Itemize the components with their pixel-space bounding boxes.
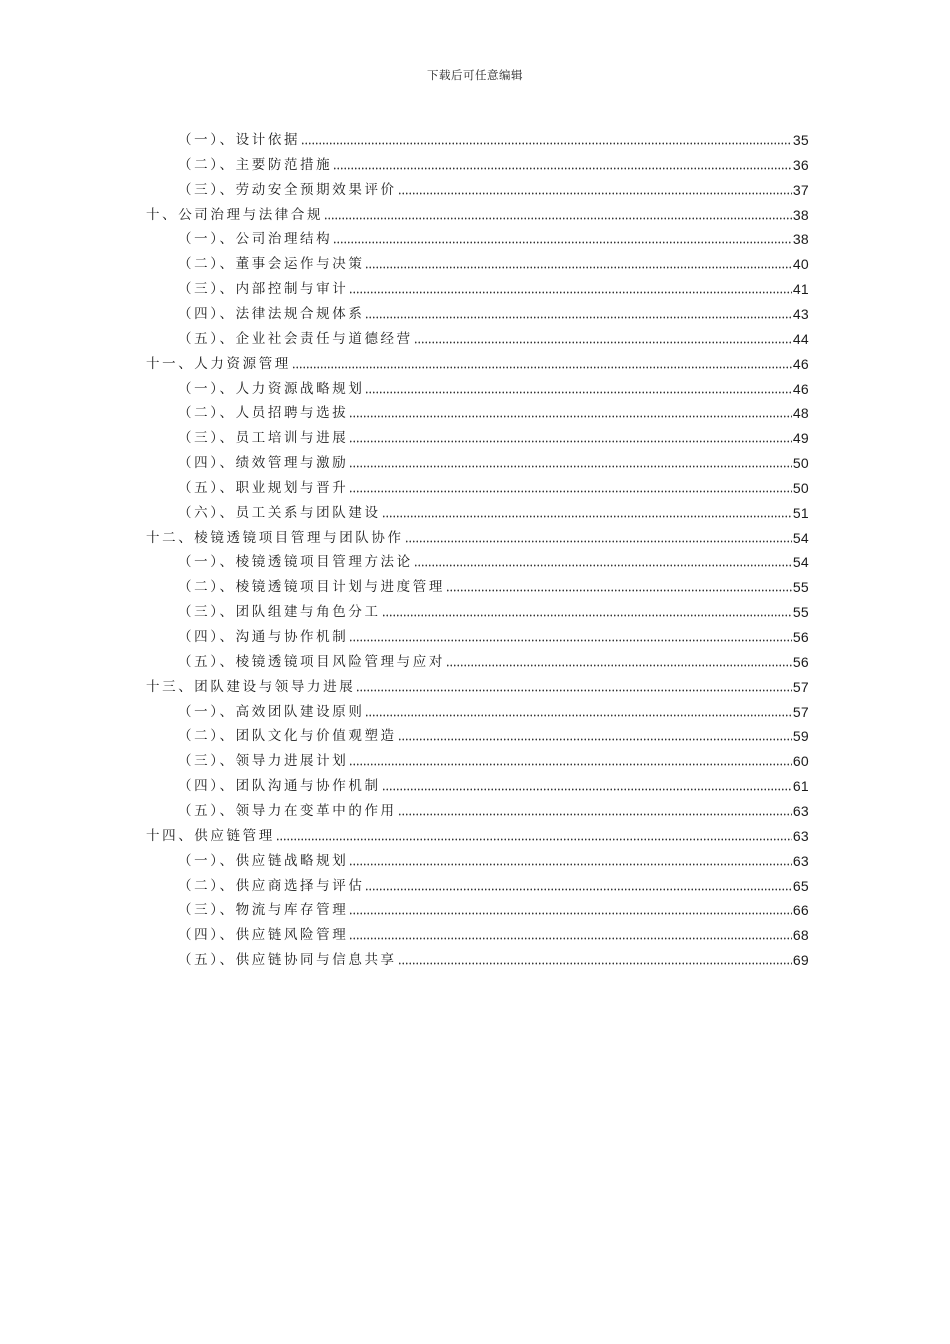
toc-entry-title: 十二、棱镜透镜项目管理与团队协作 xyxy=(146,529,404,546)
toc-entry-title: （五）、领导力在变革中的作用 xyxy=(178,802,397,819)
toc-chapter-entry[interactable] xyxy=(146,200,809,224)
toc-entry-title: （五）、企业社会责任与道德经营 xyxy=(178,330,413,347)
toc-dot-leader xyxy=(398,192,792,195)
toc-dot-leader xyxy=(365,316,791,319)
toc-page-number: 46 xyxy=(792,380,809,397)
toc-page-number: 60 xyxy=(792,753,809,770)
toc-dot-leader xyxy=(382,614,792,617)
toc-section-entry[interactable] xyxy=(178,224,809,248)
toc-dot-leader xyxy=(414,564,792,567)
toc-section-entry[interactable] xyxy=(178,498,809,522)
toc-entry-title: （一）、棱镜透镜项目管理方法论 xyxy=(178,554,413,571)
toc-dot-leader xyxy=(365,391,791,394)
toc-entry-title: （五）、棱镜透镜项目风险管理与应对 xyxy=(178,653,445,670)
toc-dot-leader xyxy=(382,788,792,791)
toc-page-number: 51 xyxy=(792,504,809,521)
toc-page-number: 36 xyxy=(792,156,809,173)
toc-entry-title: （四）、沟通与协作机制 xyxy=(178,629,349,645)
toc-page-number: 69 xyxy=(792,952,809,969)
toc-page-number: 56 xyxy=(792,653,809,670)
toc-dot-leader xyxy=(382,515,792,518)
toc-section-entry[interactable] xyxy=(178,597,809,621)
toc-section-entry[interactable] xyxy=(178,697,809,721)
toc-section-entry[interactable] xyxy=(178,249,809,273)
toc-dot-leader xyxy=(356,689,792,692)
toc-page-number: 57 xyxy=(792,678,809,695)
toc-entry-title: （二）、人员招聘与选拔 xyxy=(178,405,349,422)
toc-entry-title: （二）、棱镜透镜项目计划与进度管理 xyxy=(178,579,445,596)
toc-section-entry[interactable] xyxy=(178,374,809,398)
toc-page-number: 63 xyxy=(792,802,809,819)
toc-dot-leader xyxy=(333,167,792,170)
toc-section-entry[interactable] xyxy=(178,895,809,919)
toc-section-entry[interactable] xyxy=(178,647,809,671)
toc-page-number: 48 xyxy=(792,405,809,422)
toc-page-number: 63 xyxy=(792,852,809,869)
toc-page-number: 43 xyxy=(792,305,809,322)
toc-entry-title: （四）、绩效管理与激励 xyxy=(178,455,349,472)
toc-entry-title: （五）、供应链协同与信息共享 xyxy=(178,952,397,969)
toc-dot-leader xyxy=(301,142,792,145)
toc-page-number: 57 xyxy=(792,703,809,720)
toc-entry-title: （三）、劳动安全预期效果评价 xyxy=(178,181,397,198)
toc-section-entry[interactable] xyxy=(178,721,809,745)
toc-page-number: 41 xyxy=(792,281,809,298)
toc-section-entry[interactable] xyxy=(178,125,809,149)
toc-chapter-entry[interactable] xyxy=(146,672,809,696)
toc-section-entry[interactable] xyxy=(178,945,809,969)
toc-dot-leader xyxy=(349,490,791,493)
toc-page-number: 63 xyxy=(792,827,809,844)
toc-section-entry[interactable] xyxy=(178,572,809,596)
toc-page-number: 40 xyxy=(792,256,809,273)
toc-dot-leader xyxy=(398,813,792,816)
toc-entry-title: （三）、物流与库存管理 xyxy=(178,902,349,919)
toc-section-entry[interactable] xyxy=(178,299,809,323)
toc-chapter-entry[interactable] xyxy=(146,821,809,845)
toc-chapter-entry[interactable] xyxy=(146,523,809,547)
toc-dot-leader xyxy=(398,962,792,965)
toc-section-entry[interactable] xyxy=(178,324,809,348)
toc-section-entry[interactable] xyxy=(178,771,809,795)
toc-entry-title: 十、公司治理与法律合规 xyxy=(146,206,324,223)
toc-page-number: 44 xyxy=(792,330,809,347)
toc-dot-leader xyxy=(349,639,791,642)
toc-section-entry[interactable] xyxy=(178,473,809,497)
toc-section-entry[interactable] xyxy=(178,871,809,895)
toc-dot-leader xyxy=(324,217,792,220)
toc-page-number: 55 xyxy=(792,604,809,621)
toc-dot-leader xyxy=(365,714,791,717)
toc-page-number: 50 xyxy=(792,455,809,472)
toc-dot-leader xyxy=(333,241,792,244)
page-header: 下载后可任意编辑 xyxy=(427,68,523,82)
toc-section-entry[interactable] xyxy=(178,423,809,447)
toc-dot-leader xyxy=(349,415,791,418)
toc-page-number: 56 xyxy=(792,629,809,645)
toc-entry-title: （二）、董事会运作与决策 xyxy=(178,256,365,273)
toc-dot-leader xyxy=(365,888,791,891)
toc-page-number: 66 xyxy=(792,902,809,919)
toc-section-entry[interactable] xyxy=(178,448,809,472)
toc-page-number: 49 xyxy=(792,430,809,447)
toc-dot-leader xyxy=(349,291,791,294)
toc-page-number: 46 xyxy=(792,355,809,372)
toc-dot-leader xyxy=(292,366,792,369)
toc-section-entry[interactable] xyxy=(178,398,809,422)
toc-entry-title: 十一、人力资源管理 xyxy=(146,355,291,372)
toc-page-number: 35 xyxy=(792,132,809,148)
toc-entry-title: （一）、设计依据 xyxy=(178,132,301,148)
toc-entry-title: （四）、团队沟通与协作机制 xyxy=(178,778,381,795)
toc-entry-title: （三）、内部控制与审计 xyxy=(178,281,349,298)
toc-entry-title: （二）、团队文化与价值观塑造 xyxy=(178,728,397,745)
toc-dot-leader xyxy=(349,440,791,443)
toc-page-number: 54 xyxy=(792,529,809,546)
toc-entry-title: （二）、供应商选择与评估 xyxy=(178,877,365,894)
toc-dot-leader xyxy=(446,589,792,592)
toc-dot-leader xyxy=(365,266,791,269)
toc-page-number: 61 xyxy=(792,778,809,795)
toc-dot-leader xyxy=(414,341,792,344)
toc-section-entry[interactable] xyxy=(178,920,809,944)
toc-page-number: 59 xyxy=(792,728,809,745)
toc-section-entry[interactable] xyxy=(178,150,809,174)
toc-page-number: 50 xyxy=(792,479,809,496)
toc-chapter-entry[interactable] xyxy=(146,349,809,373)
toc-section-entry[interactable] xyxy=(178,796,809,820)
toc-entry-title: 十四、供应链管理 xyxy=(146,827,275,844)
toc-page-number: 55 xyxy=(792,579,809,596)
toc-dot-leader xyxy=(405,540,792,543)
toc-section-entry[interactable] xyxy=(178,746,809,770)
toc-dot-leader xyxy=(276,838,792,841)
toc-dot-leader xyxy=(349,863,791,866)
toc-section-entry[interactable] xyxy=(178,175,809,199)
toc-entry-title: （一）、公司治理结构 xyxy=(178,231,333,248)
toc-entry-title: （二）、主要防范措施 xyxy=(178,156,333,173)
toc-entry-title: （一）、高效团队建设原则 xyxy=(178,703,365,720)
toc-page-number: 38 xyxy=(792,206,809,223)
toc-entry-title: （四）、法律法规合规体系 xyxy=(178,305,365,322)
toc-dot-leader xyxy=(398,738,792,741)
toc-dot-leader xyxy=(349,937,791,940)
toc-entry-title: （五）、职业规划与晋升 xyxy=(178,479,349,496)
toc-section-entry[interactable] xyxy=(178,547,809,571)
toc-entry-title: （一）、人力资源战略规划 xyxy=(178,380,365,397)
toc-entry-title: （三）、领导力进展计划 xyxy=(178,753,349,770)
toc-dot-leader xyxy=(446,664,792,667)
toc-entry-title: 十三、团队建设与领导力进展 xyxy=(146,678,356,695)
toc-dot-leader xyxy=(349,912,791,915)
toc-entry-title: （六）、员工关系与团队建设 xyxy=(178,504,381,521)
toc-entry-title: （一）、供应链战略规划 xyxy=(178,852,349,869)
toc-section-entry[interactable] xyxy=(178,274,809,298)
toc-section-entry[interactable] xyxy=(178,622,809,646)
toc-page-number: 38 xyxy=(792,231,809,248)
toc-page-number: 65 xyxy=(792,877,809,894)
toc-dot-leader xyxy=(349,763,791,766)
toc-page-number: 68 xyxy=(792,927,809,944)
toc-page-number: 37 xyxy=(792,181,809,198)
toc-entry-title: （三）、员工培训与进展 xyxy=(178,430,349,447)
toc-section-entry[interactable] xyxy=(178,846,809,870)
toc-page-number: 54 xyxy=(792,554,809,571)
toc-dot-leader xyxy=(349,465,791,468)
toc-entry-title: （四）、供应链风险管理 xyxy=(178,927,349,944)
toc-entry-title: （三）、团队组建与角色分工 xyxy=(178,604,381,621)
